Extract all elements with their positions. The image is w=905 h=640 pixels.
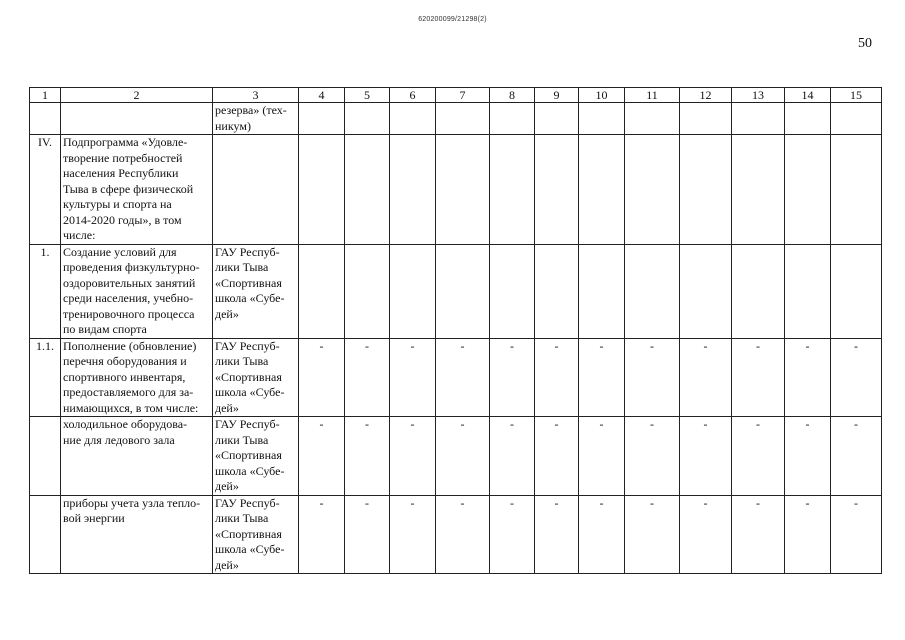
column-header: 6: [390, 88, 436, 103]
value-cell: [831, 244, 882, 338]
value-cell: [535, 103, 579, 135]
value-cell: [345, 135, 390, 245]
value-cell: [831, 135, 882, 245]
value-cell: -: [579, 338, 625, 417]
column-header: 3: [213, 88, 299, 103]
value-cell: -: [625, 338, 680, 417]
value-cell: -: [535, 417, 579, 496]
value-cell: [299, 103, 345, 135]
executor-cell: ГАУ Респуб- лики Тыва «Спортивная школа «Субе- дей»: [213, 244, 299, 338]
value-cell: [436, 244, 490, 338]
executor-cell: ГАУ Респуб- лики Тыва «Спортивная школа «Субе- дей»: [213, 417, 299, 496]
value-cell: [390, 103, 436, 135]
value-cell: [490, 244, 535, 338]
row-name-cell: Создание условий для проведения физкультурно- оздоровительных занятий среди населения, учебно- тренировочного процесса по видам спорта: [61, 244, 213, 338]
column-header: 5: [345, 88, 390, 103]
value-cell: -: [579, 417, 625, 496]
table-header-row: [30, 88, 882, 103]
value-cell: -: [436, 495, 490, 574]
row-number-cell: [30, 417, 61, 496]
column-header: 13: [732, 88, 785, 103]
value-cell: [625, 103, 680, 135]
row-number-cell: [30, 103, 61, 135]
column-header: 2: [61, 88, 213, 103]
value-cell: [490, 103, 535, 135]
executor-cell: ГАУ Респуб- лики Тыва «Спортивная школа «Субе- дей»: [213, 338, 299, 417]
column-header: 8: [490, 88, 535, 103]
row-name-cell: приборы учета узла тепло- вой энергии: [61, 495, 213, 574]
value-cell: -: [345, 417, 390, 496]
column-header: 9: [535, 88, 579, 103]
value-cell: [436, 135, 490, 245]
value-cell: -: [625, 495, 680, 574]
value-cell: -: [785, 495, 831, 574]
value-cell: [345, 244, 390, 338]
table-row: [30, 338, 882, 417]
executor-cell: ГАУ Респуб- лики Тыва «Спортивная школа «Субе- дей»: [213, 495, 299, 574]
column-header: 15: [831, 88, 882, 103]
value-cell: -: [625, 417, 680, 496]
value-cell: [390, 135, 436, 245]
column-header: 4: [299, 88, 345, 103]
table-row: [30, 244, 882, 338]
column-header: 7: [436, 88, 490, 103]
row-number-cell: [30, 495, 61, 574]
value-cell: -: [299, 417, 345, 496]
row-name-cell: холодильное оборудова- ние для ледового зала: [61, 417, 213, 496]
row-name-cell: Подпрограмма «Удовле- творение потребностей населения Республики Тыва в сфере физической культуры и спорта на 2014-2020 годы», в том числе:: [61, 135, 213, 245]
value-cell: -: [732, 338, 785, 417]
value-cell: [579, 135, 625, 245]
value-cell: -: [579, 495, 625, 574]
value-cell: [732, 135, 785, 245]
value-cell: -: [345, 338, 390, 417]
value-cell: -: [345, 495, 390, 574]
row-name-cell: Пополнение (обновление) перечня оборудования и спортивного инвентаря, предоставляемого для за- нимающихся, в том числе:: [61, 338, 213, 417]
value-cell: [299, 135, 345, 245]
table-row: [30, 135, 882, 245]
value-cell: -: [831, 495, 882, 574]
column-header: 1: [30, 88, 61, 103]
value-cell: [625, 244, 680, 338]
value-cell: -: [785, 338, 831, 417]
value-cell: -: [299, 338, 345, 417]
page-number: 50: [858, 36, 872, 51]
value-cell: [680, 103, 732, 135]
value-cell: [732, 103, 785, 135]
value-cell: [579, 103, 625, 135]
column-header: 11: [625, 88, 680, 103]
table-body: [30, 88, 882, 574]
table-row: [30, 103, 882, 135]
row-number-cell: IV.: [30, 135, 61, 245]
row-name-cell: [61, 103, 213, 135]
value-cell: -: [732, 495, 785, 574]
value-cell: -: [732, 417, 785, 496]
value-cell: -: [535, 338, 579, 417]
value-cell: -: [490, 495, 535, 574]
column-header: 12: [680, 88, 732, 103]
value-cell: [390, 244, 436, 338]
value-cell: [831, 103, 882, 135]
value-cell: [535, 244, 579, 338]
value-cell: -: [390, 417, 436, 496]
value-cell: -: [831, 417, 882, 496]
executor-cell: резерва» (тех- никум): [213, 103, 299, 135]
column-header: 10: [579, 88, 625, 103]
table-row: [30, 417, 882, 496]
value-cell: -: [680, 338, 732, 417]
budget-table: [29, 87, 882, 574]
value-cell: [490, 135, 535, 245]
value-cell: [345, 103, 390, 135]
value-cell: [535, 135, 579, 245]
value-cell: [680, 135, 732, 245]
value-cell: -: [785, 417, 831, 496]
row-number-cell: 1.1.: [30, 338, 61, 417]
table-row: [30, 495, 882, 574]
value-cell: [579, 244, 625, 338]
value-cell: -: [831, 338, 882, 417]
value-cell: -: [390, 338, 436, 417]
value-cell: -: [436, 338, 490, 417]
value-cell: -: [490, 417, 535, 496]
column-header: 14: [785, 88, 831, 103]
value-cell: [625, 135, 680, 245]
value-cell: [785, 135, 831, 245]
value-cell: -: [299, 495, 345, 574]
value-cell: -: [436, 417, 490, 496]
value-cell: -: [680, 417, 732, 496]
value-cell: [436, 103, 490, 135]
value-cell: [299, 244, 345, 338]
value-cell: -: [390, 495, 436, 574]
value-cell: [680, 244, 732, 338]
value-cell: -: [535, 495, 579, 574]
value-cell: [732, 244, 785, 338]
value-cell: -: [490, 338, 535, 417]
value-cell: -: [680, 495, 732, 574]
value-cell: [785, 244, 831, 338]
executor-cell: [213, 135, 299, 245]
value-cell: [785, 103, 831, 135]
row-number-cell: 1.: [30, 244, 61, 338]
document-id: 620200099/21298(2): [418, 16, 487, 23]
